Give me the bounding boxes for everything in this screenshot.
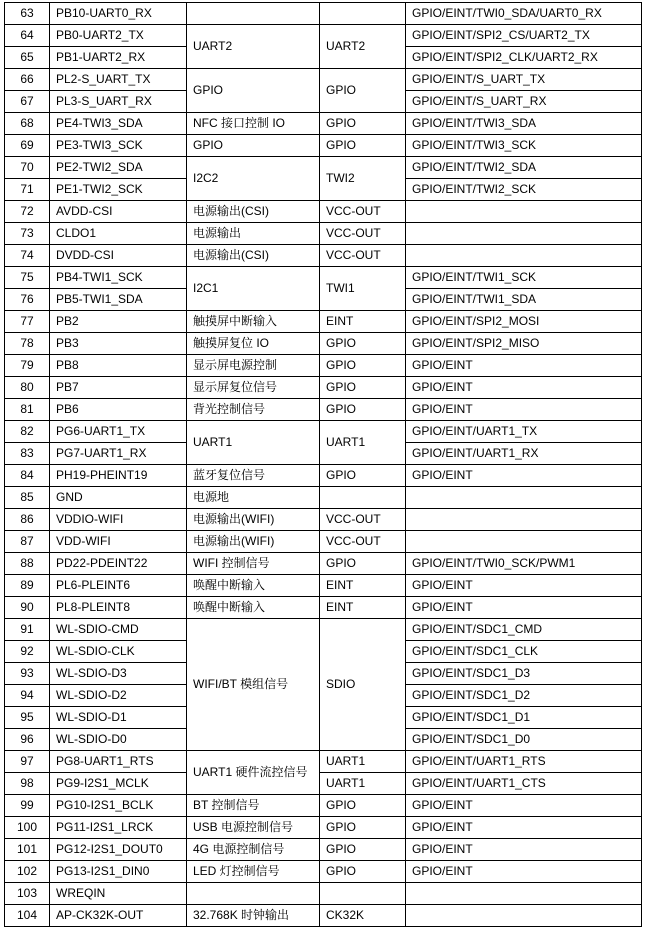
table-row	[5, 465, 642, 487]
pin-mux: GPIO/EINT/SPI2_CS/UART2_TX	[406, 25, 642, 47]
table-row	[5, 883, 642, 905]
table-row	[5, 355, 642, 377]
pin-number: 94	[5, 685, 50, 707]
pin-number: 97	[5, 751, 50, 773]
pin-type: GPIO	[320, 817, 406, 839]
pin-function: 唤醒中断输入	[187, 597, 320, 619]
pin-mux: GPIO/EINT/SPI2_MISO	[406, 333, 642, 355]
pin-type: CK32K	[320, 905, 406, 927]
pin-number: 74	[5, 245, 50, 267]
pin-number: 82	[5, 421, 50, 443]
pin-number: 90	[5, 597, 50, 619]
pin-name: PL3-S_UART_RX	[50, 91, 187, 113]
pin-name: WREQIN	[50, 883, 187, 905]
pin-number: 80	[5, 377, 50, 399]
pin-mux: GPIO/EINT/SDC1_D1	[406, 707, 642, 729]
pin-type: UART1	[320, 751, 406, 773]
pin-type: GPIO	[320, 465, 406, 487]
pin-function: UART1 硬件流控信号	[187, 751, 320, 795]
pin-number: 89	[5, 575, 50, 597]
pin-mux	[406, 883, 642, 905]
pin-type: VCC-OUT	[320, 509, 406, 531]
pin-type	[320, 883, 406, 905]
pin-name: PG7-UART1_RX	[50, 443, 187, 465]
pin-number: 83	[5, 443, 50, 465]
pin-mux	[406, 531, 642, 553]
table-row	[5, 311, 642, 333]
pin-number: 79	[5, 355, 50, 377]
pin-mux	[406, 487, 642, 509]
table-row	[5, 839, 642, 861]
pin-number: 101	[5, 839, 50, 861]
pin-name: PB3	[50, 333, 187, 355]
pin-number: 92	[5, 641, 50, 663]
table-row	[5, 795, 642, 817]
pin-type: GPIO	[320, 113, 406, 135]
pin-number: 98	[5, 773, 50, 795]
pin-name: WL-SDIO-CMD	[50, 619, 187, 641]
pin-type: GPIO	[320, 861, 406, 883]
pin-mux: GPIO/EINT/TWI2_SCK	[406, 179, 642, 201]
table-row	[5, 861, 642, 883]
pin-mux: GPIO/EINT/SDC1_D0	[406, 729, 642, 751]
pin-mux	[406, 509, 642, 531]
pin-function: UART1	[187, 421, 320, 465]
pin-number: 75	[5, 267, 50, 289]
pin-number: 95	[5, 707, 50, 729]
pin-name: PG6-UART1_TX	[50, 421, 187, 443]
pin-type	[320, 487, 406, 509]
pin-name: WL-SDIO-D2	[50, 685, 187, 707]
pin-function: 电源输出	[187, 223, 320, 245]
table-row	[5, 25, 642, 47]
pin-number: 77	[5, 311, 50, 333]
pin-name: AVDD-CSI	[50, 201, 187, 223]
pin-mux: GPIO/EINT/SDC1_CMD	[406, 619, 642, 641]
pin-name: PG13-I2S1_DIN0	[50, 861, 187, 883]
pin-name: PE2-TWI2_SDA	[50, 157, 187, 179]
pin-type: UART1	[320, 773, 406, 795]
table-row	[5, 751, 642, 773]
pin-mux	[406, 223, 642, 245]
pin-function: 电源输出(CSI)	[187, 245, 320, 267]
pin-function: 电源地	[187, 487, 320, 509]
pin-mux	[406, 905, 642, 927]
table-row	[5, 399, 642, 421]
pin-number: 68	[5, 113, 50, 135]
pin-type: GPIO	[320, 839, 406, 861]
pin-number: 93	[5, 663, 50, 685]
pin-mux: GPIO/EINT	[406, 839, 642, 861]
pin-type: TWI1	[320, 267, 406, 311]
pin-function: 触摸屏中断输入	[187, 311, 320, 333]
table-row	[5, 201, 642, 223]
pin-function: 电源输出(WIFI)	[187, 509, 320, 531]
pin-name: WL-SDIO-D3	[50, 663, 187, 685]
pin-name: PG10-I2S1_BCLK	[50, 795, 187, 817]
pin-mux: GPIO/EINT/SDC1_D3	[406, 663, 642, 685]
pin-mux: GPIO/EINT/TWI1_SDA	[406, 289, 642, 311]
pin-number: 66	[5, 69, 50, 91]
pin-number: 84	[5, 465, 50, 487]
pin-function: 4G 电源控制信号	[187, 839, 320, 861]
pin-number: 76	[5, 289, 50, 311]
table-row	[5, 773, 642, 795]
pin-name: PB7	[50, 377, 187, 399]
pin-name: DVDD-CSI	[50, 245, 187, 267]
pin-number: 69	[5, 135, 50, 157]
pin-name: PE1-TWI2_SCK	[50, 179, 187, 201]
pin-number: 72	[5, 201, 50, 223]
pin-number: 78	[5, 333, 50, 355]
table-row	[5, 597, 642, 619]
pin-number: 81	[5, 399, 50, 421]
pin-name: PB10-UART0_RX	[50, 3, 187, 25]
pin-mux: GPIO/EINT	[406, 817, 642, 839]
pin-mux: GPIO/EINT	[406, 795, 642, 817]
pin-function: 电源输出(CSI)	[187, 201, 320, 223]
pin-mux: GPIO/EINT	[406, 575, 642, 597]
pin-type: GPIO	[320, 333, 406, 355]
table-row	[5, 531, 642, 553]
pin-name: PB5-TWI1_SDA	[50, 289, 187, 311]
pin-function	[187, 883, 320, 905]
pin-name: PG9-I2S1_MCLK	[50, 773, 187, 795]
pin-function: USB 电源控制信号	[187, 817, 320, 839]
pin-function: 触摸屏复位 IO	[187, 333, 320, 355]
pin-name: PB4-TWI1_SCK	[50, 267, 187, 289]
table-row	[5, 553, 642, 575]
pin-number: 73	[5, 223, 50, 245]
pin-number: 71	[5, 179, 50, 201]
pin-mux: GPIO/EINT/TWI2_SDA	[406, 157, 642, 179]
pin-name: GND	[50, 487, 187, 509]
pin-type: GPIO	[320, 355, 406, 377]
pin-mux: GPIO/EINT/UART1_RX	[406, 443, 642, 465]
pin-function: UART2	[187, 25, 320, 69]
pin-mux: GPIO/EINT/TWI3_SDA	[406, 113, 642, 135]
pin-type: GPIO	[320, 553, 406, 575]
pin-mux: GPIO/EINT	[406, 377, 642, 399]
pin-mux: GPIO/EINT/TWI3_SCK	[406, 135, 642, 157]
pin-name: PL8-PLEINT8	[50, 597, 187, 619]
pin-function: 背光控制信号	[187, 399, 320, 421]
pin-number: 96	[5, 729, 50, 751]
pin-number: 86	[5, 509, 50, 531]
pin-type: GPIO	[320, 135, 406, 157]
pin-name: WL-SDIO-CLK	[50, 641, 187, 663]
pin-type: VCC-OUT	[320, 201, 406, 223]
pin-name: VDD-WIFI	[50, 531, 187, 553]
pin-mux: GPIO/EINT	[406, 861, 642, 883]
pin-name: AP-CK32K-OUT	[50, 905, 187, 927]
pin-name: PH19-PHEINT19	[50, 465, 187, 487]
pin-mux: GPIO/EINT/UART1_RTS	[406, 751, 642, 773]
pin-type: GPIO	[320, 399, 406, 421]
pin-mux: GPIO/EINT	[406, 399, 642, 421]
pin-type: VCC-OUT	[320, 245, 406, 267]
pin-function: NFC 接口控制 IO	[187, 113, 320, 135]
pin-mux	[406, 201, 642, 223]
pin-type: EINT	[320, 575, 406, 597]
pin-mux	[406, 245, 642, 267]
pin-function	[187, 3, 320, 25]
pin-mux: GPIO/EINT/SPI2_CLK/UART2_RX	[406, 47, 642, 69]
pin-number: 99	[5, 795, 50, 817]
table-row	[5, 135, 642, 157]
pin-function: 电源输出(WIFI)	[187, 531, 320, 553]
table-row	[5, 245, 642, 267]
pin-mux: GPIO/EINT	[406, 355, 642, 377]
table-row	[5, 575, 642, 597]
pin-number: 87	[5, 531, 50, 553]
pin-function: 唤醒中断输入	[187, 575, 320, 597]
pin-name: PE4-TWI3_SDA	[50, 113, 187, 135]
pin-mux: GPIO/EINT/UART1_TX	[406, 421, 642, 443]
table-row	[5, 905, 642, 927]
pin-mux: GPIO/EINT/TWI0_SCK/PWM1	[406, 553, 642, 575]
pin-name: PG12-I2S1_DOUT0	[50, 839, 187, 861]
pin-mux: GPIO/EINT	[406, 597, 642, 619]
table-row	[5, 509, 642, 531]
pin-name: PB8	[50, 355, 187, 377]
pin-name: PG11-I2S1_LRCK	[50, 817, 187, 839]
pin-type: GPIO	[320, 377, 406, 399]
table-row	[5, 487, 642, 509]
table-row	[5, 113, 642, 135]
pin-function: I2C1	[187, 267, 320, 311]
pin-mux: GPIO/EINT/SDC1_CLK	[406, 641, 642, 663]
pin-number: 102	[5, 861, 50, 883]
pin-mux: GPIO/EINT/SDC1_D2	[406, 685, 642, 707]
table-row	[5, 267, 642, 289]
pin-name: PL6-PLEINT6	[50, 575, 187, 597]
pin-name: WL-SDIO-D1	[50, 707, 187, 729]
pin-name: CLDO1	[50, 223, 187, 245]
table-row	[5, 69, 642, 91]
pin-function: 显示屏电源控制	[187, 355, 320, 377]
pin-number: 88	[5, 553, 50, 575]
pin-function: LED 灯控制信号	[187, 861, 320, 883]
pin-mux: GPIO/EINT/UART1_CTS	[406, 773, 642, 795]
pin-number: 70	[5, 157, 50, 179]
pin-mux: GPIO/EINT/SPI2_MOSI	[406, 311, 642, 333]
pin-type: EINT	[320, 311, 406, 333]
pin-type: VCC-OUT	[320, 531, 406, 553]
pin-type: UART2	[320, 25, 406, 69]
pin-type: SDIO	[320, 619, 406, 751]
pin-function: GPIO	[187, 69, 320, 113]
pin-type	[320, 3, 406, 25]
pin-function: WIFI/BT 模组信号	[187, 619, 320, 751]
pin-function: WIFI 控制信号	[187, 553, 320, 575]
pin-type: EINT	[320, 597, 406, 619]
pin-number: 64	[5, 25, 50, 47]
pin-name: PB1-UART2_RX	[50, 47, 187, 69]
pin-function: 显示屏复位信号	[187, 377, 320, 399]
pin-name: PD22-PDEINT22	[50, 553, 187, 575]
table-row	[5, 223, 642, 245]
table-row	[5, 3, 642, 25]
pin-function: I2C2	[187, 157, 320, 201]
pin-mux: GPIO/EINT/TWI0_SDA/UART0_RX	[406, 3, 642, 25]
pin-type: UART1	[320, 421, 406, 465]
pin-type: VCC-OUT	[320, 223, 406, 245]
pin-function: BT 控制信号	[187, 795, 320, 817]
table-row	[5, 421, 642, 443]
pin-number: 103	[5, 883, 50, 905]
table-row	[5, 817, 642, 839]
pin-mux: GPIO/EINT	[406, 465, 642, 487]
pin-number: 85	[5, 487, 50, 509]
pin-name: WL-SDIO-D0	[50, 729, 187, 751]
table-row	[5, 619, 642, 641]
table-row	[5, 157, 642, 179]
pin-number: 67	[5, 91, 50, 113]
pin-name: PE3-TWI3_SCK	[50, 135, 187, 157]
pin-number: 63	[5, 3, 50, 25]
pin-mux: GPIO/EINT/S_UART_TX	[406, 69, 642, 91]
pin-type: GPIO	[320, 69, 406, 113]
pin-name: PG8-UART1_RTS	[50, 751, 187, 773]
pin-mux: GPIO/EINT/TWI1_SCK	[406, 267, 642, 289]
pin-number: 65	[5, 47, 50, 69]
pin-type: GPIO	[320, 795, 406, 817]
pin-type: TWI2	[320, 157, 406, 201]
pin-function: 32.768K 时钟输出	[187, 905, 320, 927]
pin-name: PB2	[50, 311, 187, 333]
pin-mux: GPIO/EINT/S_UART_RX	[406, 91, 642, 113]
table-row	[5, 377, 642, 399]
pin-function: 蓝牙复位信号	[187, 465, 320, 487]
pin-name: PL2-S_UART_TX	[50, 69, 187, 91]
pin-function: GPIO	[187, 135, 320, 157]
pin-name: PB6	[50, 399, 187, 421]
pin-number: 100	[5, 817, 50, 839]
pin-number: 104	[5, 905, 50, 927]
pin-definition-table	[4, 2, 642, 927]
pin-number: 91	[5, 619, 50, 641]
pin-name: PB0-UART2_TX	[50, 25, 187, 47]
pin-name: VDDIO-WIFI	[50, 509, 187, 531]
table-row	[5, 333, 642, 355]
